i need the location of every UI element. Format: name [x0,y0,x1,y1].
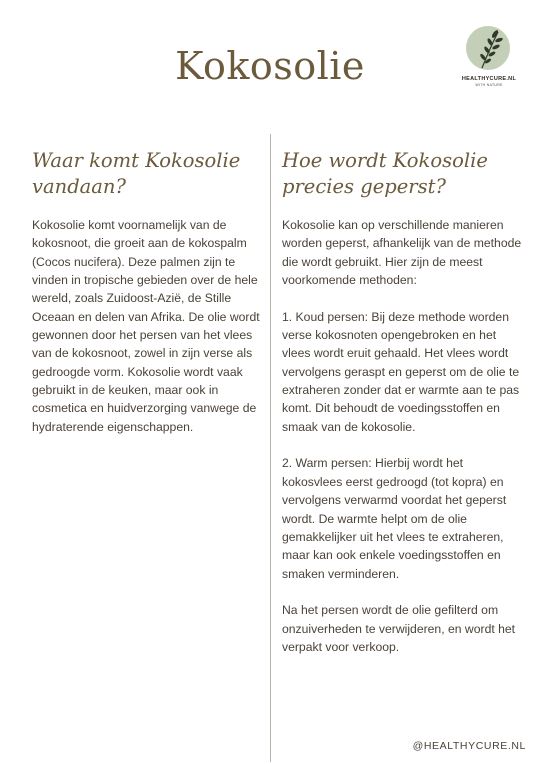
right-column-heading: Hoe wordt Kokosolie precies geperst? [282,149,488,198]
logo-tagline: WITH NATURE [475,83,503,87]
logo-brand: HEALTHYCURE.NL [461,76,517,82]
olive-branch-icon [462,20,516,76]
social-handle: @HEALTHYCURE.NL [412,740,526,752]
right-column-body: Kokosolie kan op verschillende manieren worden geperst, afhankelijk van de methode die wordt gebruikt. Hier zijn de meest voorkomende methoden: 1. Koud persen: Bij deze methode worden verse kokosnoten opengebroken en het vlees wordt eruit gehaald. Het vlees wordt vervolgens geraspt en geperst om de olie te extraheren zonder dat er warmte aan te pas komt. Dit behoudt de voedingsstoffen en smaak van de kokosolie. 2. Warm persen: Hierbij wordt het kokosvlees eerst gedroogd (tot kopra) en vervolgens verwarmd voordat het geperst wordt. De warmte helpt om de olie gemakkelijker uit het vlees te extraheren, maar kan ook enkele voedingsstoffen en smaken verminderen. Na het persen wordt de olie gefilterd om onzuiverheden te verwijderen, en wordt het verpakt voor verkoop. [282,218,522,654]
brand-logo [462,20,516,96]
left-column-heading: Waar komt Kokosolie vandaan? [32,149,241,198]
left-column-body: Kokosolie komt voornamelijk van de kokosnoot, die groeit aan de kokospalm (Cocos nucifera). Deze palmen zijn te vinden in tropische gebieden over de hele wereld, zoals Zuidoost-Azië, de Stille Oceaan en delen van Afrika. De olie wordt gewonnen door het persen van het vlees van de kokosnoot, zowel in zijn verse als gedroogde vorm. Kokosolie wordt vaak gebruikt in de keuken, maar ook in cosmetica en huidverzorging vanwege de hydraterende eigenschappen. [32,218,260,434]
page-title: Kokosolie [175,44,365,88]
